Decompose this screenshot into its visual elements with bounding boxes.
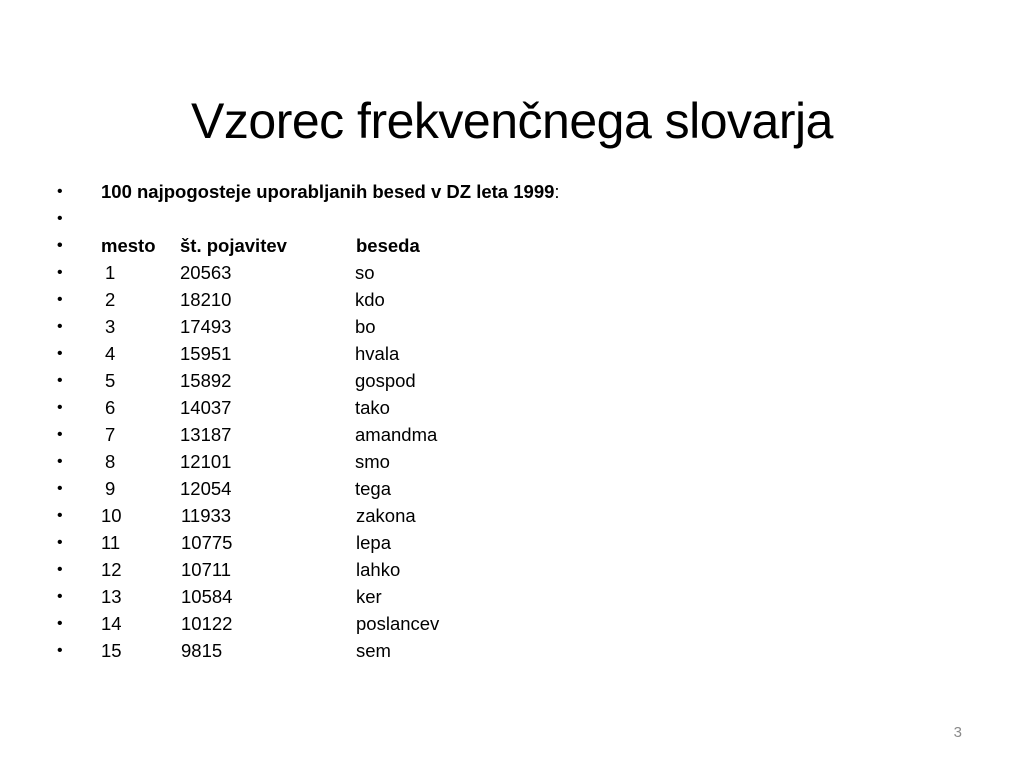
count-cell: 10584 bbox=[181, 586, 233, 607]
rank-cell: 15 bbox=[101, 640, 122, 661]
header-rank: mesto bbox=[101, 235, 156, 256]
count-cell: 18210 bbox=[180, 289, 232, 310]
rank-cell: 11 bbox=[101, 532, 121, 553]
count-cell: 9815 bbox=[181, 640, 223, 661]
word-cell: tako bbox=[355, 397, 390, 418]
bullet-icon: • bbox=[57, 183, 63, 200]
bullet-icon: • bbox=[57, 264, 63, 281]
table-row bbox=[0, 556, 1024, 583]
word-cell: bo bbox=[355, 316, 376, 337]
header-word: beseda bbox=[356, 235, 420, 256]
bullet-icon: • bbox=[57, 237, 63, 254]
rank-cell: 5 bbox=[105, 370, 116, 391]
rank-cell: 7 bbox=[105, 424, 116, 445]
bullet-icon: • bbox=[57, 642, 63, 659]
word-cell: lahko bbox=[356, 559, 401, 580]
word-cell: poslancev bbox=[356, 613, 440, 634]
bullet-icon: • bbox=[57, 615, 63, 632]
count-cell: 12054 bbox=[180, 478, 232, 499]
table-row bbox=[0, 340, 1024, 367]
rank-cell: 10 bbox=[101, 505, 122, 526]
count-cell: 12101 bbox=[180, 451, 232, 472]
table-row bbox=[0, 475, 1024, 502]
table-header bbox=[0, 232, 1024, 259]
rank-cell: 4 bbox=[105, 343, 116, 364]
rank-cell: 13 bbox=[101, 586, 122, 607]
count-cell: 13187 bbox=[180, 424, 232, 445]
table-row bbox=[0, 502, 1024, 529]
rank-cell: 14 bbox=[101, 613, 122, 634]
rank-cell: 8 bbox=[105, 451, 116, 472]
word-cell: smo bbox=[355, 451, 390, 472]
table-row bbox=[0, 583, 1024, 610]
word-cell: amandma bbox=[355, 424, 438, 445]
intro-line bbox=[0, 178, 1024, 205]
intro-bold-text: 100 najpogosteje uporabljanih besed v DZ leta 1999 bbox=[101, 181, 555, 202]
empty-line bbox=[0, 205, 1024, 232]
bullet-icon: • bbox=[57, 426, 63, 443]
bullet-icon: • bbox=[57, 453, 63, 470]
table-row bbox=[0, 259, 1024, 286]
count-cell: 10122 bbox=[181, 613, 233, 634]
bullet-icon: • bbox=[57, 507, 63, 524]
count-cell: 10775 bbox=[181, 532, 233, 553]
table-row bbox=[0, 367, 1024, 394]
table-row bbox=[0, 286, 1024, 313]
table-row bbox=[0, 421, 1024, 448]
table-row bbox=[0, 448, 1024, 475]
slide-title: Vzorec frekvenčnega slovarja bbox=[191, 92, 833, 149]
count-cell: 15892 bbox=[180, 370, 232, 391]
bullet-icon: • bbox=[57, 372, 63, 389]
bullet-icon: • bbox=[57, 561, 63, 578]
bullet-icon: • bbox=[57, 588, 63, 605]
table-row bbox=[0, 313, 1024, 340]
count-cell: 15951 bbox=[180, 343, 232, 364]
bullet-icon: • bbox=[57, 345, 63, 362]
intro-suffix: : bbox=[554, 181, 560, 202]
word-cell: sem bbox=[356, 640, 391, 661]
word-cell: ker bbox=[356, 586, 382, 607]
intro-text bbox=[101, 178, 560, 205]
rank-cell: 12 bbox=[101, 559, 122, 580]
count-cell: 14037 bbox=[180, 397, 232, 418]
bullet-icon: • bbox=[57, 399, 63, 416]
count-cell: 11933 bbox=[181, 505, 232, 526]
header-count: št. pojavitev bbox=[180, 235, 287, 256]
count-cell: 17493 bbox=[180, 316, 232, 337]
rank-cell: 1 bbox=[105, 262, 116, 283]
table-row bbox=[0, 529, 1024, 556]
table-row bbox=[0, 610, 1024, 637]
rank-cell: 9 bbox=[105, 478, 116, 499]
bullet-icon: • bbox=[57, 210, 63, 227]
count-cell: 20563 bbox=[180, 262, 232, 283]
word-cell: tega bbox=[355, 478, 392, 499]
bullet-icon: • bbox=[57, 480, 63, 497]
word-cell: kdo bbox=[355, 289, 385, 310]
page-number: 3 bbox=[953, 724, 962, 741]
word-cell: so bbox=[355, 262, 375, 283]
word-cell: lepa bbox=[356, 532, 391, 553]
table-row bbox=[0, 637, 1024, 664]
rank-cell: 3 bbox=[105, 316, 116, 337]
count-cell: 10711 bbox=[181, 559, 232, 580]
rank-cell: 6 bbox=[105, 397, 116, 418]
bullet-icon: • bbox=[57, 318, 63, 335]
bullet-icon: • bbox=[57, 534, 63, 551]
word-cell: hvala bbox=[355, 343, 400, 364]
word-cell: gospod bbox=[355, 370, 416, 391]
bullet-icon: • bbox=[57, 291, 63, 308]
word-cell: zakona bbox=[356, 505, 416, 526]
rank-cell: 2 bbox=[105, 289, 116, 310]
table-row bbox=[0, 394, 1024, 421]
